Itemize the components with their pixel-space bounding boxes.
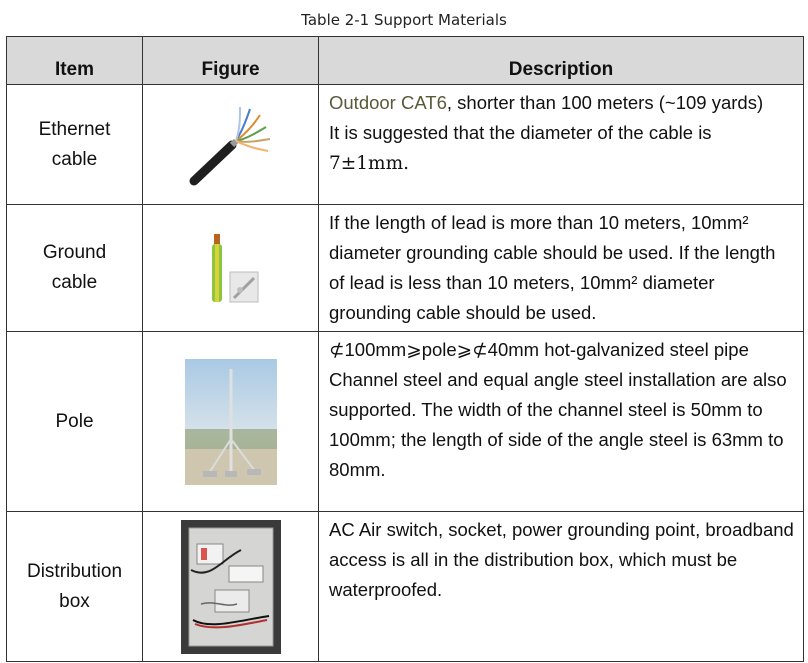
table-row-ground-cable [7, 205, 804, 332]
table-row-distribution-box [7, 512, 804, 662]
item-label-line: cable [51, 272, 98, 293]
figure-cell [143, 205, 319, 332]
figure-cell [143, 512, 319, 662]
description-paragraph: AC Air switch, socket, power grounding point, broadband access is all in the distribution box, which must be waterproofed. [329, 519, 794, 600]
description-paragraph [329, 118, 795, 179]
table-row-ethernet-cable [7, 85, 804, 205]
item-label-line: Pole [55, 410, 94, 432]
table-header-row [7, 37, 804, 85]
figure-cell [143, 85, 319, 205]
description-text-serif: 7±1mm. [329, 153, 410, 174]
description-paragraph [329, 88, 795, 118]
item-label-line: Ground [42, 242, 107, 263]
description-paragraph: ⊄100mm⩾pole⩾⊄40mm hot-galvanized steel pipe [329, 339, 749, 360]
item-cell [7, 205, 143, 332]
description-cell [319, 332, 804, 512]
description-paragraph: Channel steel and equal angle steel installation are also supported. The width of the channel steel is 50mm to 100mm; the length of side of the angle steel is 63mm to 80mm. [329, 369, 787, 480]
ethernet-cable-icon [186, 103, 276, 187]
item-label-line: Distribution [26, 560, 123, 582]
item-cell [7, 332, 143, 512]
distribution-box-icon [181, 520, 281, 654]
item-label-line: box [59, 590, 90, 612]
table-row-pole [7, 332, 804, 512]
support-materials-table [6, 36, 804, 662]
header-figure: Figure [143, 37, 319, 85]
description-cell [319, 205, 804, 332]
description-text: It is suggested that the diameter of the cable is [329, 122, 712, 143]
pole-icon [185, 359, 277, 485]
description-paragraph: If the length of lead is more than 10 meters, 10mm² diameter grounding cable should be used. If the length of lead is less than 10 meters, 10mm² diameter grounding cable should be used. [329, 212, 776, 323]
header-description: Description [319, 37, 804, 85]
description-text: , shorter than 100 meters (~109 yards) [446, 92, 764, 113]
ground-cable-icon [196, 228, 266, 308]
item-cell [7, 85, 143, 205]
item-label-line: cable [51, 148, 98, 170]
header-item: Item [7, 37, 143, 85]
item-cell [7, 512, 143, 662]
description-cell [319, 85, 804, 205]
description-cell [319, 512, 804, 662]
item-label-line: Ethernet [38, 118, 111, 140]
figure-cell [143, 332, 319, 512]
description-highlight: Outdoor CAT6 [329, 92, 447, 113]
table-caption: Table 2-1 Support Materials [301, 11, 507, 29]
